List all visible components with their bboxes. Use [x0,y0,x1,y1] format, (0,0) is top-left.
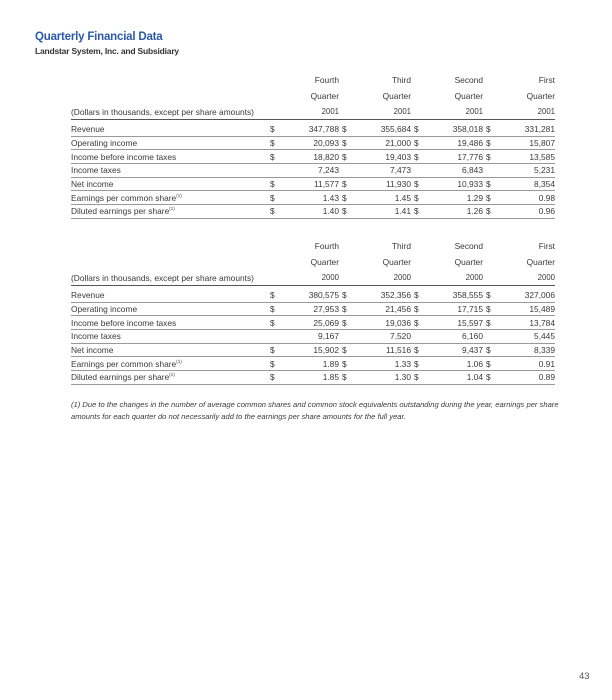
currency-symbol: $ [486,138,491,149]
value-amount: 8,354 [534,179,555,190]
value-cell [411,371,483,385]
row-label [71,150,267,164]
value-amount: 19,036 [385,317,411,328]
row-label [71,343,267,357]
column-header-year: 2000 [411,270,483,286]
value-amount: 358,018 [452,124,483,135]
value-amount: 7,473 [390,165,411,176]
value-cell [483,316,555,330]
currency-symbol: $ [342,151,347,162]
column-header-year: 2001 [339,104,411,120]
row-label [71,371,267,385]
row-label [71,357,267,371]
value-cell [267,205,339,219]
table-row [71,205,555,219]
value-cell [267,302,339,316]
units-label: (Dollars in thousands, except per share amounts) [71,270,267,286]
value-cell [411,177,483,191]
value-cell [411,302,483,316]
row-label [71,120,267,137]
currency-symbol: $ [342,345,347,356]
value-amount: 1.45 [394,192,411,203]
value-amount: 21,000 [385,138,411,149]
row-label [71,164,267,178]
value-amount: 19,403 [385,151,411,162]
row-label [71,330,267,344]
currency-symbol: $ [414,206,419,217]
value-amount: 352,356 [380,290,411,301]
value-cell [267,164,339,178]
value-amount: 18,820 [313,151,339,162]
value-cell [267,357,339,371]
value-cell [339,286,411,303]
value-amount: 5,231 [534,165,555,176]
value-amount: 358,555 [452,290,483,301]
value-amount: 1.04 [466,372,483,383]
value-amount: 5,445 [534,331,555,342]
currency-symbol: $ [342,317,347,328]
column-header-quarter-word: Quarter [382,257,411,267]
currency-symbol: $ [414,345,419,356]
currency-symbol [270,331,278,341]
column-header-quarter-name: Second [454,75,483,85]
value-cell [483,120,555,137]
value-cell [411,343,483,357]
value-cell [339,136,411,150]
currency-symbol: $ [342,124,347,135]
quarterly-table-2000 [71,238,555,385]
currency-symbol [342,331,350,341]
value-amount: 9,437 [462,345,483,356]
value-amount: 20,093 [313,138,339,149]
value-amount: 1.40 [322,206,339,217]
value-cell [339,371,411,385]
value-cell [411,164,483,178]
currency-symbol: $ [414,179,419,190]
table-row [71,177,555,191]
currency-symbol: $ [342,179,347,190]
currency-symbol: $ [270,345,275,356]
value-amount: 0.89 [538,372,555,383]
row-label-text: Income taxes [71,331,121,342]
currency-symbol: $ [414,358,419,369]
currency-symbol: $ [270,304,275,315]
value-cell [411,286,483,303]
currency-symbol: $ [270,372,275,383]
value-amount: 355,684 [380,124,411,135]
currency-symbol: $ [414,304,419,315]
value-cell [411,316,483,330]
row-label [71,205,267,219]
footnote-marker: (1) [176,358,182,364]
column-header-quarter-name: First [538,241,555,251]
value-cell [411,357,483,371]
column-header-quarter-word: Quarter [310,91,339,101]
column-header-year: 2001 [267,104,339,120]
value-cell [339,343,411,357]
value-amount: 17,715 [457,304,483,315]
currency-symbol: $ [342,206,347,217]
currency-symbol: $ [486,317,491,328]
value-cell [483,343,555,357]
currency-symbol: $ [414,124,419,135]
row-label [71,177,267,191]
value-cell [411,120,483,137]
value-cell [411,136,483,150]
currency-symbol: $ [342,192,347,203]
value-cell [339,191,411,205]
currency-symbol: $ [270,358,275,369]
row-label-text: Income before income taxes [71,151,177,162]
currency-symbol: $ [414,372,419,383]
value-amount: 1.43 [322,192,339,203]
column-header-quarter-word: Quarter [382,91,411,101]
currency-symbol: $ [486,372,491,383]
value-cell [483,286,555,303]
value-amount: 21,456 [385,304,411,315]
column-header-year: 2001 [483,104,555,120]
value-amount: 15,902 [313,345,339,356]
value-cell [267,177,339,191]
value-amount: 7,243 [318,165,339,176]
value-amount: 10,933 [457,179,483,190]
currency-symbol: $ [414,290,419,301]
value-cell [267,286,339,303]
currency-symbol: $ [270,290,275,301]
row-label-text: Net income [71,179,114,190]
currency-symbol: $ [342,358,347,369]
value-amount: 380,575 [308,290,339,301]
row-label-text: Diluted earnings per share [71,206,170,217]
value-amount: 6,843 [462,165,483,176]
value-cell [339,357,411,371]
currency-symbol [414,165,422,175]
value-cell [483,330,555,344]
column-header-quarter-word: Quarter [454,91,483,101]
currency-symbol: $ [486,206,491,217]
page-number: 43 [579,671,590,682]
column-header-quarter-word: Quarter [526,257,555,267]
currency-symbol: $ [486,290,491,301]
quarterly-table-2001 [71,72,555,219]
value-cell [483,205,555,219]
currency-symbol: $ [486,124,491,135]
row-label [71,191,267,205]
value-cell [339,330,411,344]
company-subtitle: Landstar System, Inc. and Subsidiary [35,46,179,56]
value-cell [267,120,339,137]
currency-symbol: $ [342,138,347,149]
value-amount: 9,167 [318,331,339,342]
value-cell [483,150,555,164]
value-cell [267,150,339,164]
currency-symbol [486,165,494,175]
value-amount: 331,281 [524,124,555,135]
value-amount: 1.06 [466,358,483,369]
table-row [71,150,555,164]
currency-symbol [414,331,422,341]
table-row [71,302,555,316]
column-header-quarter-name: Fourth [314,241,339,251]
currency-symbol: $ [342,372,347,383]
row-label-text: Operating income [71,304,138,315]
page-title: Quarterly Financial Data [35,31,163,43]
value-cell [411,191,483,205]
currency-symbol: $ [270,317,275,328]
table-row [71,191,555,205]
value-amount: 13,784 [529,317,555,328]
currency-symbol [342,165,350,175]
column-header-quarter-name: Third [391,75,411,85]
column-header-year: 2000 [339,270,411,286]
currency-symbol: $ [342,290,347,301]
value-amount: 15,489 [529,304,555,315]
value-amount: 7,520 [390,331,411,342]
row-label-text: Earnings per common share [71,192,177,203]
value-amount: 11,516 [386,345,411,356]
footnote-marker: (1) [176,192,182,198]
value-cell [411,205,483,219]
table-row [71,357,555,371]
value-cell [339,120,411,137]
table-row [71,343,555,357]
currency-symbol: $ [270,124,275,135]
row-label [71,316,267,330]
currency-symbol [486,331,494,341]
currency-symbol [270,165,278,175]
table-row [71,136,555,150]
value-amount: 1.41 [394,206,411,217]
currency-symbol: $ [270,151,275,162]
value-cell [483,302,555,316]
units-label: (Dollars in thousands, except per share amounts) [71,104,267,120]
value-amount: 327,006 [524,290,555,301]
value-amount: 347,788 [308,124,339,135]
value-amount: 25,069 [313,317,339,328]
value-cell [267,343,339,357]
value-amount: 1.85 [322,372,339,383]
row-label [71,136,267,150]
column-header-quarter-word: Quarter [310,257,339,267]
column-header-quarter-name: Third [391,241,411,251]
value-cell [339,150,411,164]
column-header-quarter-name: First [538,75,555,85]
value-amount: 0.98 [538,192,555,203]
value-amount: 11,577 [314,179,339,190]
currency-symbol: $ [270,179,275,190]
value-cell [483,371,555,385]
currency-symbol: $ [270,138,275,149]
value-cell [267,330,339,344]
table-row [71,120,555,137]
value-cell [483,177,555,191]
value-cell [339,316,411,330]
column-header-year: 2001 [411,104,483,120]
table-body [71,286,555,385]
column-header-year: 2000 [267,270,339,286]
value-amount: 11,930 [386,179,411,190]
value-amount: 1.33 [394,358,411,369]
currency-symbol: $ [486,151,491,162]
row-label-text: Revenue [71,124,105,135]
row-label [71,302,267,316]
value-amount: 1.29 [466,192,483,203]
value-cell [483,191,555,205]
column-header-quarter-word: Quarter [454,257,483,267]
row-label-text: Diluted earnings per share [71,372,170,383]
value-amount: 0.96 [538,206,555,217]
footnote-marker: (1) [169,372,175,378]
value-cell [339,205,411,219]
column-header-quarter-word: Quarter [526,91,555,101]
currency-symbol: $ [414,151,419,162]
value-amount: 19,486 [457,138,483,149]
currency-symbol: $ [414,192,419,203]
value-cell [339,164,411,178]
value-amount: 13,585 [529,151,555,162]
value-cell [267,136,339,150]
column-header-quarter-name: Fourth [314,75,339,85]
value-amount: 15,807 [529,138,555,149]
value-cell [483,136,555,150]
row-label-text: Revenue [71,290,105,301]
column-header-year: 2000 [483,270,555,286]
row-label-text: Earnings per common share [71,358,177,369]
currency-symbol: $ [486,192,491,203]
table-row [71,371,555,385]
table-row [71,316,555,330]
column-header-quarter-name: Second [454,241,483,251]
value-amount: 1.30 [394,372,411,383]
table-body [71,120,555,219]
value-amount: 0.91 [538,358,555,369]
footnote: (1) Due to the changes in the number of average common shares and common stock equivalents outstanding during the year, earnings per share amounts for each quarter do not necessarily add to the earnings per share amounts for the full year. [71,400,559,421]
value-amount: 1.89 [322,358,339,369]
value-cell [339,302,411,316]
currency-symbol: $ [414,138,419,149]
currency-symbol: $ [270,206,275,217]
value-cell [483,164,555,178]
value-amount: 27,953 [313,304,339,315]
currency-symbol: $ [486,358,491,369]
value-cell [339,177,411,191]
row-label [71,286,267,303]
value-amount: 15,597 [457,317,483,328]
value-cell [267,371,339,385]
value-amount: 17,776 [457,151,483,162]
value-amount: 1.26 [466,206,483,217]
value-amount: 8,339 [534,345,555,356]
currency-symbol: $ [342,304,347,315]
value-amount: 6,160 [462,331,483,342]
row-label-text: Net income [71,345,114,356]
value-cell [267,191,339,205]
currency-symbol: $ [270,192,275,203]
row-label-text: Operating income [71,138,138,149]
row-label-text: Income taxes [71,165,121,176]
value-cell [411,150,483,164]
table-row [71,164,555,178]
value-cell [483,357,555,371]
currency-symbol: $ [486,345,491,356]
currency-symbol: $ [486,179,491,190]
currency-symbol: $ [486,304,491,315]
value-cell [411,330,483,344]
row-label-text: Income before income taxes [71,317,177,328]
value-cell [267,316,339,330]
table-row [71,330,555,344]
table-row [71,286,555,303]
footnote-marker: (1) [169,206,175,212]
currency-symbol: $ [414,317,419,328]
